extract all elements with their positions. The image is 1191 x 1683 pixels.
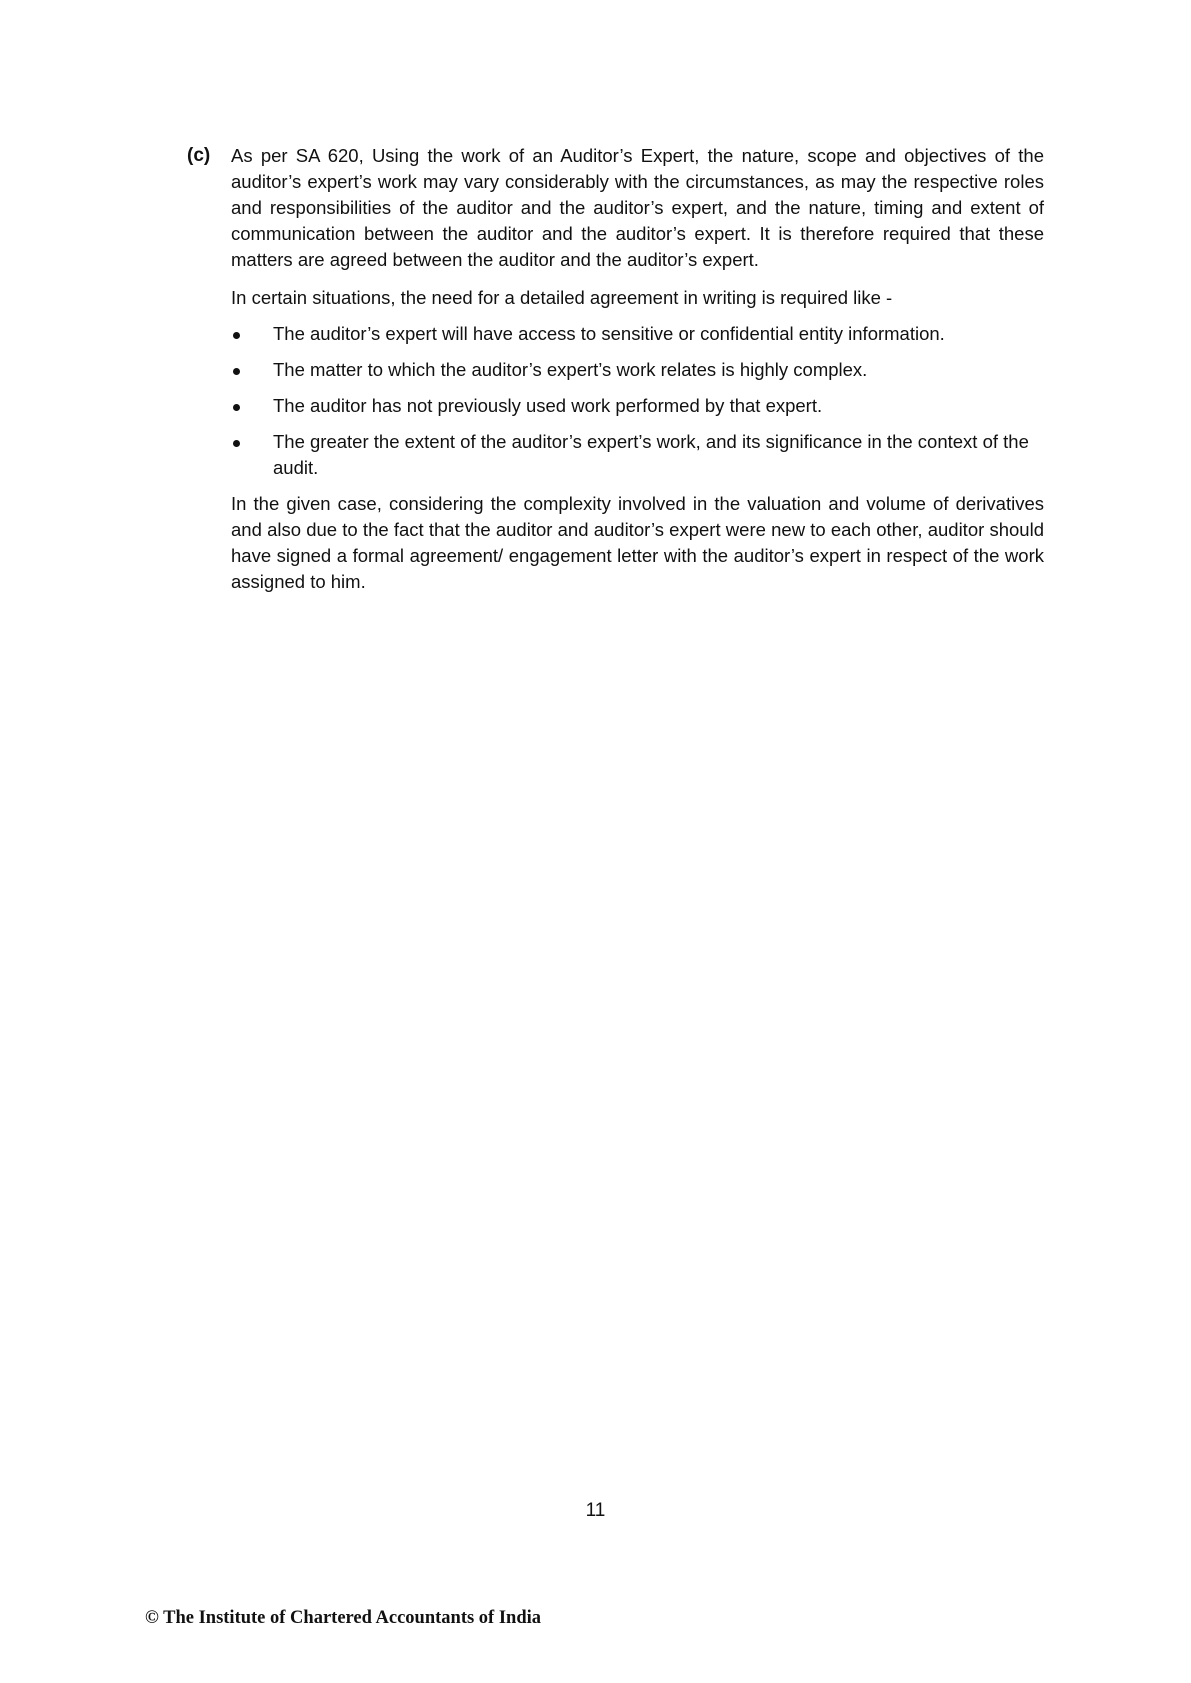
bullet-icon <box>233 368 240 375</box>
bullet-icon <box>233 404 240 411</box>
list-item <box>231 321 1044 347</box>
conclusion-paragraph: In the given case, considering the complexity involved in the valuation and volume of derivatives and also due to the fact that the auditor and auditor’s expert were new to each other, auditor should have signed a formal agreement/ engagement letter with the auditor’s expert in respect of the work assigned to him. <box>231 493 1044 592</box>
bullet-icon <box>233 332 240 339</box>
list-item-text: The auditor has not previously used work performed by that expert. <box>273 395 823 416</box>
lead-paragraph: In certain situations, the need for a detailed agreement in writing is required like - <box>231 287 893 308</box>
list-item <box>231 429 1044 481</box>
list-item <box>231 357 1044 383</box>
page-number: 11 <box>585 1500 606 1521</box>
section-label: (c) <box>187 145 211 166</box>
list-item <box>231 393 1044 419</box>
bullet-icon <box>233 440 240 447</box>
list-item-text: The matter to which the auditor’s expert’s work relates is highly complex. <box>273 359 868 380</box>
answer-body <box>231 143 1044 595</box>
requirement-list <box>231 321 1044 481</box>
list-item-text: The auditor’s expert will have access to sensitive or confidential entity information. <box>273 323 945 344</box>
intro-paragraph: As per SA 620, Using the work of an Auditor’s Expert, the nature, scope and objectives of the auditor’s expert’s work may vary considerably with the circumstances, as may the respective roles and responsibilities of the auditor and the auditor’s expert, and the nature, timing and extent of communication between the auditor and the auditor’s expert. It is therefore required that these matters are agreed between the auditor and the auditor’s expert. <box>231 145 1044 270</box>
list-item-text: The greater the extent of the auditor’s expert’s work, and its significance in the context of the audit. <box>273 431 1029 478</box>
copyright-footer: © The Institute of Chartered Accountants of India <box>145 1608 542 1628</box>
